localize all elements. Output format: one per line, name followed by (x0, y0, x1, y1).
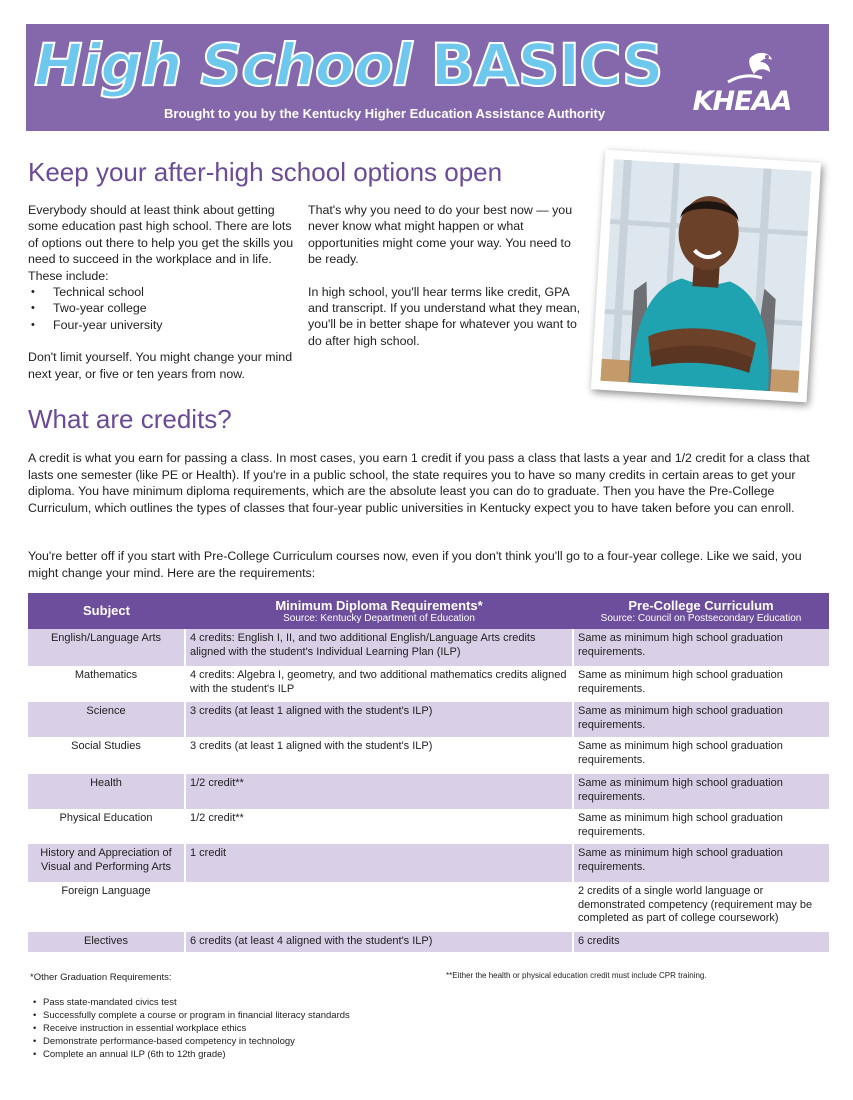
cell-subject: Electives (28, 932, 185, 952)
table-row (28, 629, 829, 666)
credits-paragraph-1: A credit is what you earn for passing a class. In most cases, you earn 1 credit if you pass a class that lasts a year and 1/2 credit for a class that lasts one semester (like PE or Health). If you're in a public school, the state requires you to have so many credits in certain areas to get your diploma. You have minimum diploma requirements, which are the absolute least you can do to graduate. Then you have the Pre-College Curriculum, which outlines the types of classes that four-year public universities in Kentucky expect you to have taken before you can enroll. (28, 451, 810, 515)
credits-paragraph-2: You're better off if you start with Pre-College Curriculum courses now, even if you don't think you'll go to a four-year college. Like we said, you might change your mind. Here are the requirements: (28, 549, 802, 580)
cell-precollege: Same as minimum high school graduation requirements. (573, 809, 829, 844)
cell-minimum: 3 credits (at least 1 aligned with the student's ILP) (185, 702, 573, 737)
cell-minimum (185, 882, 573, 932)
health-footnote: **Either the health or physical education credit must include CPR training. (446, 971, 707, 980)
table-row (28, 737, 829, 774)
header-minimum-title: Minimum Diploma Requirements* (275, 597, 483, 613)
options-heading: Keep your after-high school options open (28, 157, 503, 187)
table-row (28, 702, 829, 737)
options-outro: Don't limit yourself. You might change your mind next year, or five or ten years from now. (28, 350, 293, 381)
cell-precollege: Same as minimum high school graduation requirements. (573, 774, 829, 809)
title-part2: BASICS (430, 31, 663, 99)
options-paragraph: In high school, you'll hear terms like credit, GPA and transcript. If you understand what they mean, you'll be in better shape for whatever you want to do after high school. (308, 284, 581, 348)
cell-precollege: 2 credits of a single world language or demonstrated competency (requirement may be completed as part of college coursework) (573, 882, 829, 932)
list-item: • Two-year college (28, 300, 298, 316)
table-row (28, 882, 829, 932)
list-item: • Four-year university (28, 317, 298, 333)
cell-subject: Science (28, 702, 185, 737)
cell-subject: Physical Education (59, 812, 153, 824)
cell-minimum: 1/2 credit** (185, 774, 573, 809)
list-item: • Successfully complete a course or program in financial literacy standards (30, 1009, 430, 1022)
table-row (28, 844, 829, 882)
cell-precollege: Same as minimum high school graduation requirements. (573, 666, 829, 702)
cell-subject: English/Language Arts (28, 629, 185, 666)
cell-subject: Mathematics (74, 669, 138, 681)
header-minimum (185, 593, 573, 629)
kheaa-logo (688, 48, 796, 120)
page-title (34, 28, 663, 102)
options-list (28, 284, 298, 333)
requirements-table (28, 593, 829, 952)
cell-precollege: 6 credits (573, 932, 829, 952)
list-item: • Technical school (28, 284, 298, 300)
credits-heading: What are credits? (28, 404, 232, 434)
student-photo (591, 150, 821, 403)
list-item: • Demonstrate performance-based competency in technology (30, 1035, 430, 1048)
table-row (28, 809, 829, 844)
header-precollege (573, 593, 829, 629)
cell-minimum: 4 credits: English I, II, and two additional English/Language Arts credits aligned with the student's Individual Learning Plan (ILP) (185, 629, 573, 666)
cell-subject: Health (28, 774, 185, 809)
cell-subject: Foreign Language (61, 885, 151, 897)
cell-minimum: 4 credits: Algebra I, geometry, and two additional mathematics credits aligned with the student's ILP (185, 666, 573, 702)
header-minimum-source: Source: Kentucky Department of Education (283, 612, 475, 624)
options-column-1 (28, 202, 298, 398)
cell-minimum: 1/2 credit** (185, 809, 573, 844)
cell-precollege: Same as minimum high school graduation requirements. (573, 737, 829, 774)
cell-minimum: 1 credit (185, 844, 573, 882)
header-subject: Subject (28, 593, 185, 629)
options-paragraph: That's why you need to do your best now — you never know what might happen or what opportunities might come your way. You need to be ready. (308, 203, 573, 267)
banner-subtitle: Brought to you by the Kentucky Higher Education Assistance Authority (164, 106, 606, 121)
header-precollege-source: Source: Council on Postsecondary Education (600, 612, 802, 624)
other-requirements-list (30, 996, 430, 1061)
cell-minimum: 3 credits (at least 1 aligned with the student's ILP) (185, 737, 573, 774)
list-item: • Receive instruction in essential workplace ethics (30, 1022, 430, 1035)
cell-minimum: 6 credits (at least 4 aligned with the student's ILP) (185, 932, 573, 952)
other-requirements (30, 971, 430, 1061)
header-precollege-title: Pre-College Curriculum (628, 597, 774, 613)
other-requirements-title: *Other Graduation Requirements: (30, 972, 172, 983)
table-header-row (28, 593, 829, 629)
table-row (28, 666, 829, 702)
options-column-2 (308, 202, 588, 365)
options-intro: Everybody should at least think about getting some education past high school. There are lots of options out there to help you get the skills you need to succeed in the workplace and in life. These include: (28, 203, 294, 283)
list-item: • Complete an annual ILP (6th to 12th grade) (30, 1048, 430, 1061)
cell-subject: Social Studies (71, 740, 141, 752)
table-row (28, 932, 829, 952)
student-image (600, 159, 811, 393)
cell-precollege: Same as minimum high school graduation requirements. (573, 844, 829, 882)
logo-text: KHEAA (692, 86, 792, 117)
cell-precollege: Same as minimum high school graduation requirements. (573, 629, 829, 666)
cell-precollege: Same as minimum high school graduation requirements. (573, 702, 829, 737)
table-row (28, 774, 829, 809)
title-part1: High School (34, 31, 412, 99)
list-item: • Pass state-mandated civics test (30, 996, 430, 1009)
cell-subject: History and Appreciation of Visual and Performing Arts (28, 844, 185, 882)
